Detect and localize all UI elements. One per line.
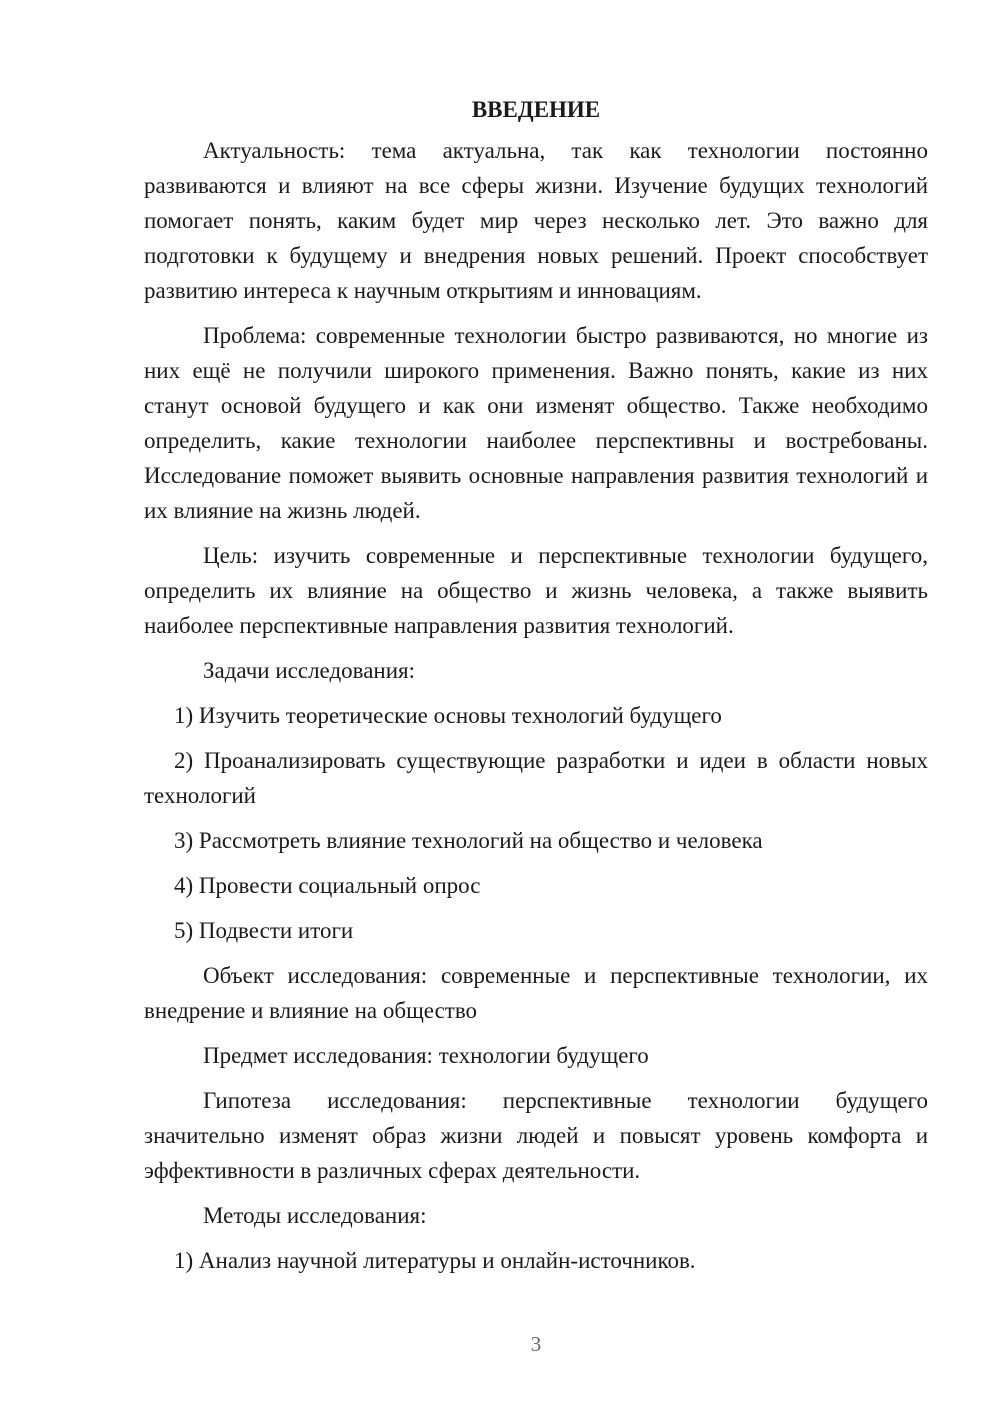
task-item-5: 5) Подвести итоги bbox=[174, 918, 354, 943]
problem-paragraph: Проблема: современные технологии быстро развиваются, но многие из них ещё не получили широкого применения. Важно понять, какие из них станут основой будущего и как они изменят общество. Также необходимо определить, какие технологии наиболее перспективны и востребованы. Исследование поможет выявить основные направления развития технологий и их влияние на жизнь людей. bbox=[144, 323, 928, 523]
task-item-2: 2) Проанализировать существующие разработки и идеи в области новых технологий bbox=[144, 748, 928, 808]
page-content bbox=[144, 92, 928, 1288]
methods-heading: Методы исследования: bbox=[203, 1203, 427, 1228]
task-item-3: 3) Рассмотреть влияние технологий на общество и человека bbox=[174, 828, 763, 853]
relevance-paragraph: Актуальность: тема актуальна, так как технологии постоянно развиваются и влияют на все сферы жизни. Изучение будущих технологий помогает понять, каким будет мир через несколько лет. Это важно для подготовки к будущему и внедрения новых решений. Проект способствует развитию интереса к научным открытиям и инновациям. bbox=[144, 138, 928, 303]
subject-paragraph: Предмет исследования: технологии будущего bbox=[203, 1043, 649, 1068]
tasks-heading: Задачи исследования: bbox=[203, 658, 416, 683]
task-item-4: 4) Провести социальный опрос bbox=[174, 873, 481, 898]
page-number: 3 bbox=[530, 1332, 542, 1356]
task-item-1: 1) Изучить теоретические основы технологий будущего bbox=[174, 703, 722, 728]
object-paragraph: Объект исследования: современные и перспективные технологии, их внедрение и влияние на общество bbox=[144, 963, 928, 1023]
goal-paragraph: Цель: изучить современные и перспективные технологии будущего, определить их влияние на общество и жизнь человека, а также выявить наиболее перспективные направления развития технологий. bbox=[144, 543, 928, 638]
section-title: ВВЕДЕНИЕ bbox=[471, 97, 601, 122]
method-item-1: 1) Анализ научной литературы и онлайн-источников. bbox=[174, 1248, 696, 1273]
hypothesis-paragraph: Гипотеза исследования: перспективные технологии будущего значительно изменят образ жизни людей и повысят уровень комфорта и эффективности в различных сферах деятельности. bbox=[144, 1088, 928, 1183]
